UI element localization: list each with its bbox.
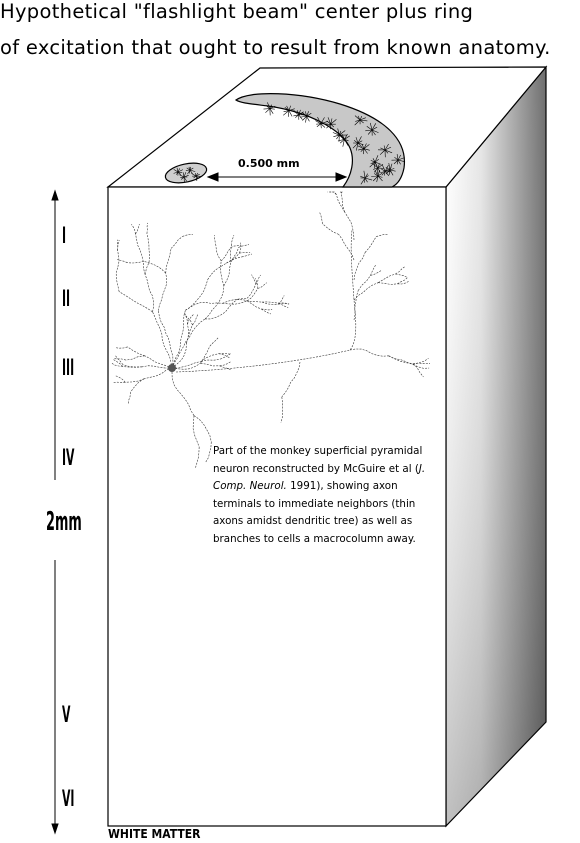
scale-label: 0.500 mm [238,157,300,170]
title-line-2: of excitation that ought to result from known anatomy. [0,36,551,59]
title-line-1: Hypothetical "flashlight beam" center plus ring [0,0,474,23]
layer-label-V: V [62,703,71,728]
thickness-label: 2mm [46,507,82,537]
layer-label-III: III [62,356,75,381]
layer-label-IV: IV [62,446,75,471]
white-matter-label: WHITE MATTER [108,827,201,841]
layer-label-II: II [62,287,71,312]
layer-label-I: I [62,224,67,249]
neuron-soma [168,364,176,372]
layer-label-VI: VI [62,787,75,812]
figure-caption: Part of the monkey superficial pyramidal neuron reconstructed by McGuire et al (J. Comp. Neurol. 1991), showing axon terminals to immediate neighbors (thin axons amidst dendritic tree) as well as branches to cells a macrocolumn away. [213,445,426,545]
